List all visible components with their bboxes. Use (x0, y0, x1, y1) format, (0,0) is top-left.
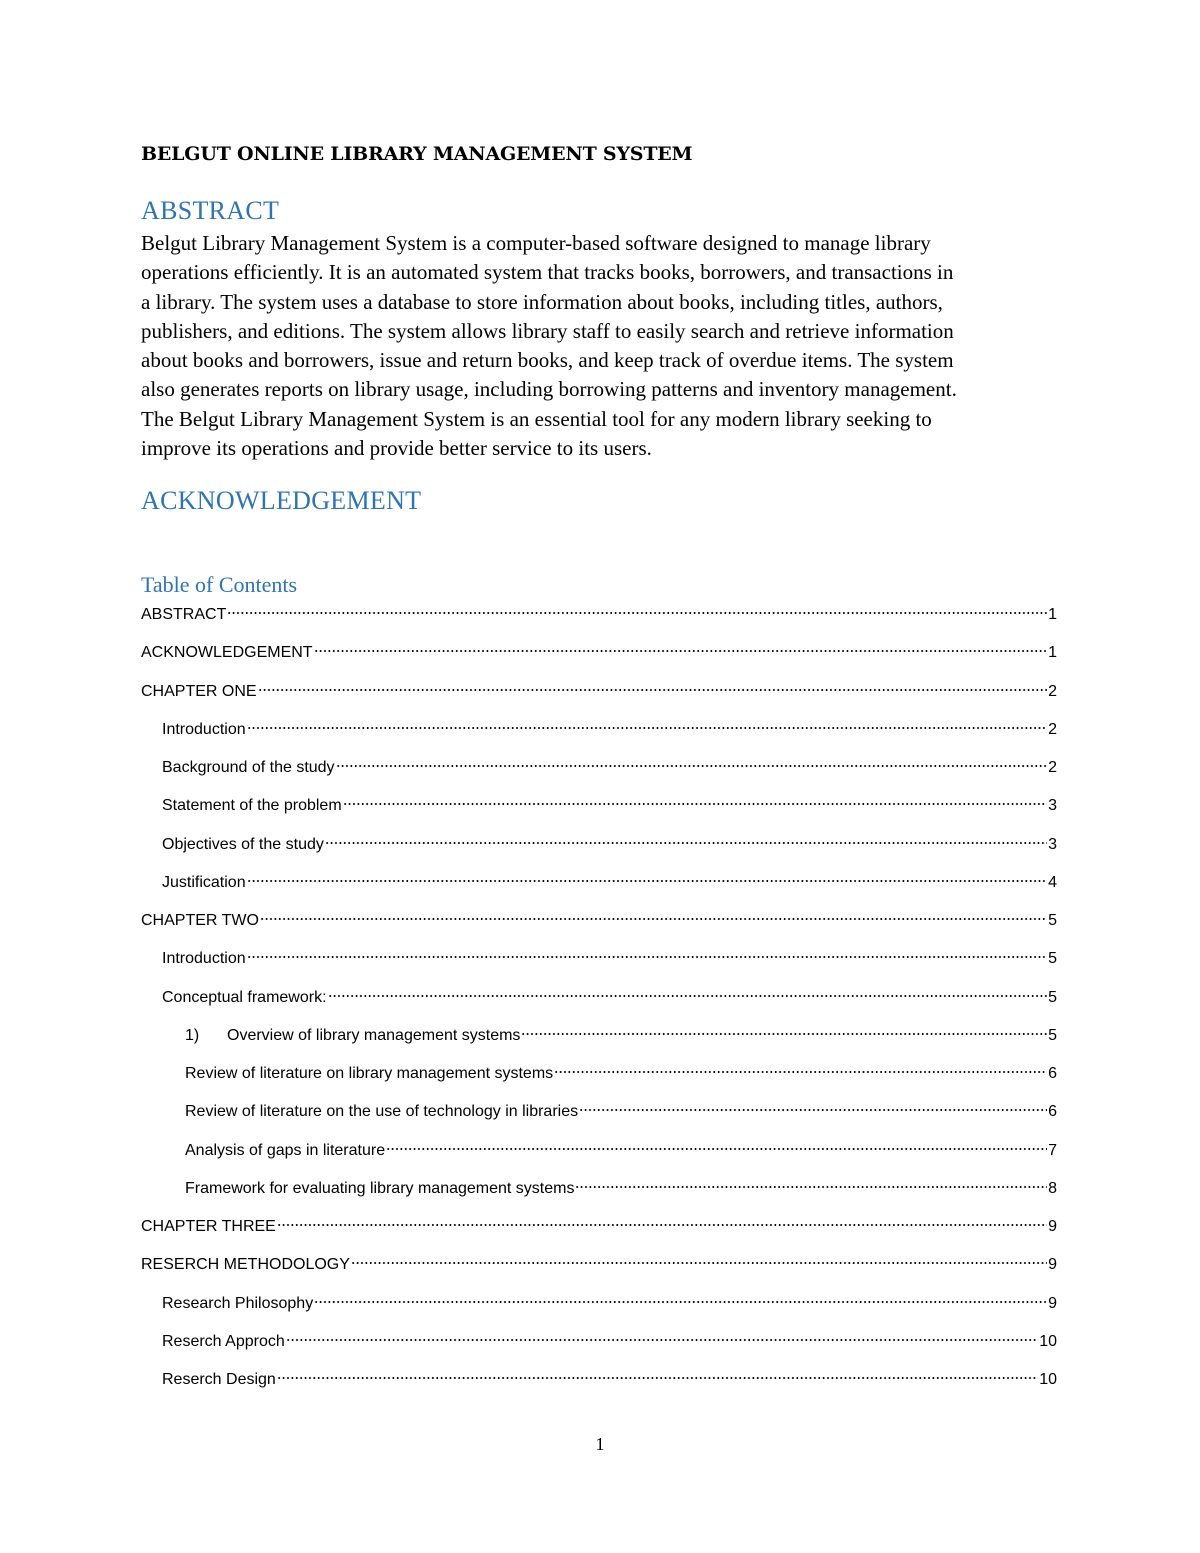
toc-entry-link[interactable]: ACKNOWLEDGEMENT (141, 644, 313, 662)
toc-page-number: 3 (1048, 835, 1057, 853)
toc-dot-leader (227, 605, 1047, 615)
toc-page-number: 3 (1048, 797, 1057, 815)
abstract-line: also generates reports on library usage, including borrowing patterns and inventory management. (141, 377, 957, 402)
abstract-line: publishers, and editions. The system allows library staff to easily search and retrieve information (141, 318, 954, 343)
toc-page-number: 8 (1048, 1179, 1057, 1197)
toc-entry[interactable] (141, 1366, 1057, 1404)
toc-dot-leader (258, 682, 1048, 692)
toc-entry-link[interactable]: Reserch Design (162, 1371, 276, 1388)
toc-page-number: 10 (1039, 1371, 1057, 1388)
toc-dot-leader (521, 1026, 1047, 1036)
toc-entry-link[interactable]: ABSTRACT (141, 606, 227, 623)
abstract-line: The Belgut Library Management System is an essential tool for any modern library seeking to (141, 406, 932, 431)
toc-page-number: 5 (1048, 950, 1057, 968)
toc-entry-link[interactable]: Justification (162, 873, 246, 891)
toc-entry[interactable] (141, 831, 1057, 869)
toc-entry-link[interactable]: Introduction (162, 720, 246, 738)
toc-dot-leader (386, 1141, 1047, 1151)
abstract-line: a library. The system uses a database to store information about books, including titles, authors, (141, 289, 943, 314)
toc-dot-leader (247, 720, 1047, 730)
toc-entry[interactable] (141, 716, 1057, 754)
toc-dot-leader (351, 1255, 1047, 1265)
toc-page-number: 5 (1048, 1026, 1057, 1044)
toc-page-number: 2 (1048, 759, 1057, 776)
toc-page-number: 2 (1048, 720, 1057, 738)
toc-dot-leader (328, 988, 1048, 998)
toc-heading: Table of Contents (141, 572, 298, 597)
toc-dot-leader (579, 1102, 1047, 1112)
toc-page-number: 4 (1048, 873, 1057, 891)
toc-page-number: 6 (1048, 1065, 1057, 1082)
toc-dot-leader (575, 1179, 1047, 1189)
toc-entry[interactable] (141, 984, 1057, 1022)
toc-page-number: 10 (1039, 1332, 1057, 1350)
toc-entry-link[interactable]: CHAPTER ONE (141, 682, 257, 700)
toc-entry-link[interactable]: Research Philosophy (162, 1294, 314, 1312)
abstract-line: operations efficiently. It is an automated system that tracks books, borrowers, and transactions in (141, 260, 954, 285)
abstract-line: improve its operations and provide better service to its users. (141, 436, 652, 461)
toc-entry-link[interactable]: Framework for evaluating library management systems (185, 1179, 575, 1197)
toc-entry[interactable] (141, 792, 1057, 830)
abstract-line: Belgut Library Management System is a computer-based software designed to manage library (141, 231, 931, 255)
toc-entry[interactable] (141, 1137, 1057, 1175)
table-of-contents (141, 601, 1057, 1404)
toc-entry[interactable] (141, 601, 1057, 639)
toc-entry-link[interactable]: Background of the study (162, 759, 335, 776)
toc-dot-leader (314, 1294, 1047, 1304)
toc-entry[interactable] (141, 945, 1057, 983)
toc-entry[interactable] (141, 754, 1057, 792)
toc-entry-link[interactable]: Introduction (162, 950, 246, 968)
toc-entry[interactable] (141, 1022, 1057, 1060)
document-title: BELGUT ONLINE LIBRARY MANAGEMENT SYSTEM (141, 143, 693, 165)
toc-dot-leader (343, 796, 1047, 806)
abstract-line: about books and borrowers, issue and return books, and keep track of overdue items. The system (141, 348, 954, 373)
toc-page-number: 5 (1048, 912, 1057, 929)
toc-page-number: 7 (1048, 1141, 1057, 1159)
toc-dot-leader (277, 1370, 1038, 1380)
page-number: 1 (595, 1434, 605, 1454)
toc-dot-leader (247, 949, 1047, 959)
toc-entry-link[interactable]: Analysis of gaps in literature (185, 1141, 386, 1159)
toc-entry[interactable] (141, 678, 1057, 716)
acknowledgement-heading: ACKNOWLEDGEMENT (141, 486, 422, 515)
toc-dot-leader (286, 1332, 1038, 1342)
toc-page-number: 1 (1048, 606, 1057, 623)
toc-entry[interactable] (141, 1213, 1057, 1251)
toc-entry[interactable] (141, 1098, 1057, 1136)
toc-entry-link[interactable]: Statement of the problem (162, 797, 342, 815)
toc-page-number: 9 (1048, 1294, 1057, 1312)
toc-dot-leader (554, 1064, 1047, 1074)
toc-entry-number: 1) (185, 1026, 200, 1044)
toc-dot-leader (247, 873, 1048, 883)
toc-entry[interactable] (141, 869, 1057, 907)
toc-entry-link[interactable]: Conceptual framework: (162, 988, 327, 1006)
toc-entry-link[interactable]: Objectives of the study (162, 835, 324, 853)
toc-entry-link[interactable]: Overview of library management systems (227, 1026, 521, 1044)
toc-page-number: 5 (1048, 988, 1057, 1006)
toc-page-number: 1 (1048, 644, 1057, 662)
toc-entry-link[interactable]: RESERCH METHODOLOGY (141, 1256, 350, 1274)
toc-page-number: 6 (1048, 1103, 1057, 1121)
toc-dot-leader (314, 643, 1048, 653)
toc-dot-leader (260, 911, 1047, 921)
abstract-heading: ABSTRACT (141, 196, 280, 225)
toc-page-number: 9 (1048, 1256, 1057, 1274)
toc-page-number: 2 (1048, 682, 1057, 700)
toc-entry-link[interactable]: CHAPTER THREE (141, 1218, 276, 1235)
toc-entry-link[interactable]: Review of literature on library management systems (185, 1065, 554, 1082)
abstract-body (141, 229, 1061, 463)
toc-entry[interactable] (141, 1060, 1057, 1098)
toc-entry[interactable] (141, 639, 1057, 677)
toc-page-number: 9 (1048, 1218, 1057, 1235)
toc-entry[interactable] (141, 1251, 1057, 1289)
toc-entry-link[interactable]: Reserch Approch (162, 1332, 285, 1350)
toc-entry[interactable] (141, 1328, 1057, 1366)
toc-entry[interactable] (141, 1175, 1057, 1213)
toc-entry[interactable] (141, 1290, 1057, 1328)
toc-entry-link[interactable]: Review of literature on the use of technology in libraries (185, 1103, 579, 1121)
toc-entry[interactable] (141, 907, 1057, 945)
toc-entry-link[interactable]: CHAPTER TWO (141, 912, 259, 929)
toc-dot-leader (277, 1217, 1047, 1227)
toc-dot-leader (325, 835, 1047, 845)
toc-dot-leader (336, 758, 1048, 768)
